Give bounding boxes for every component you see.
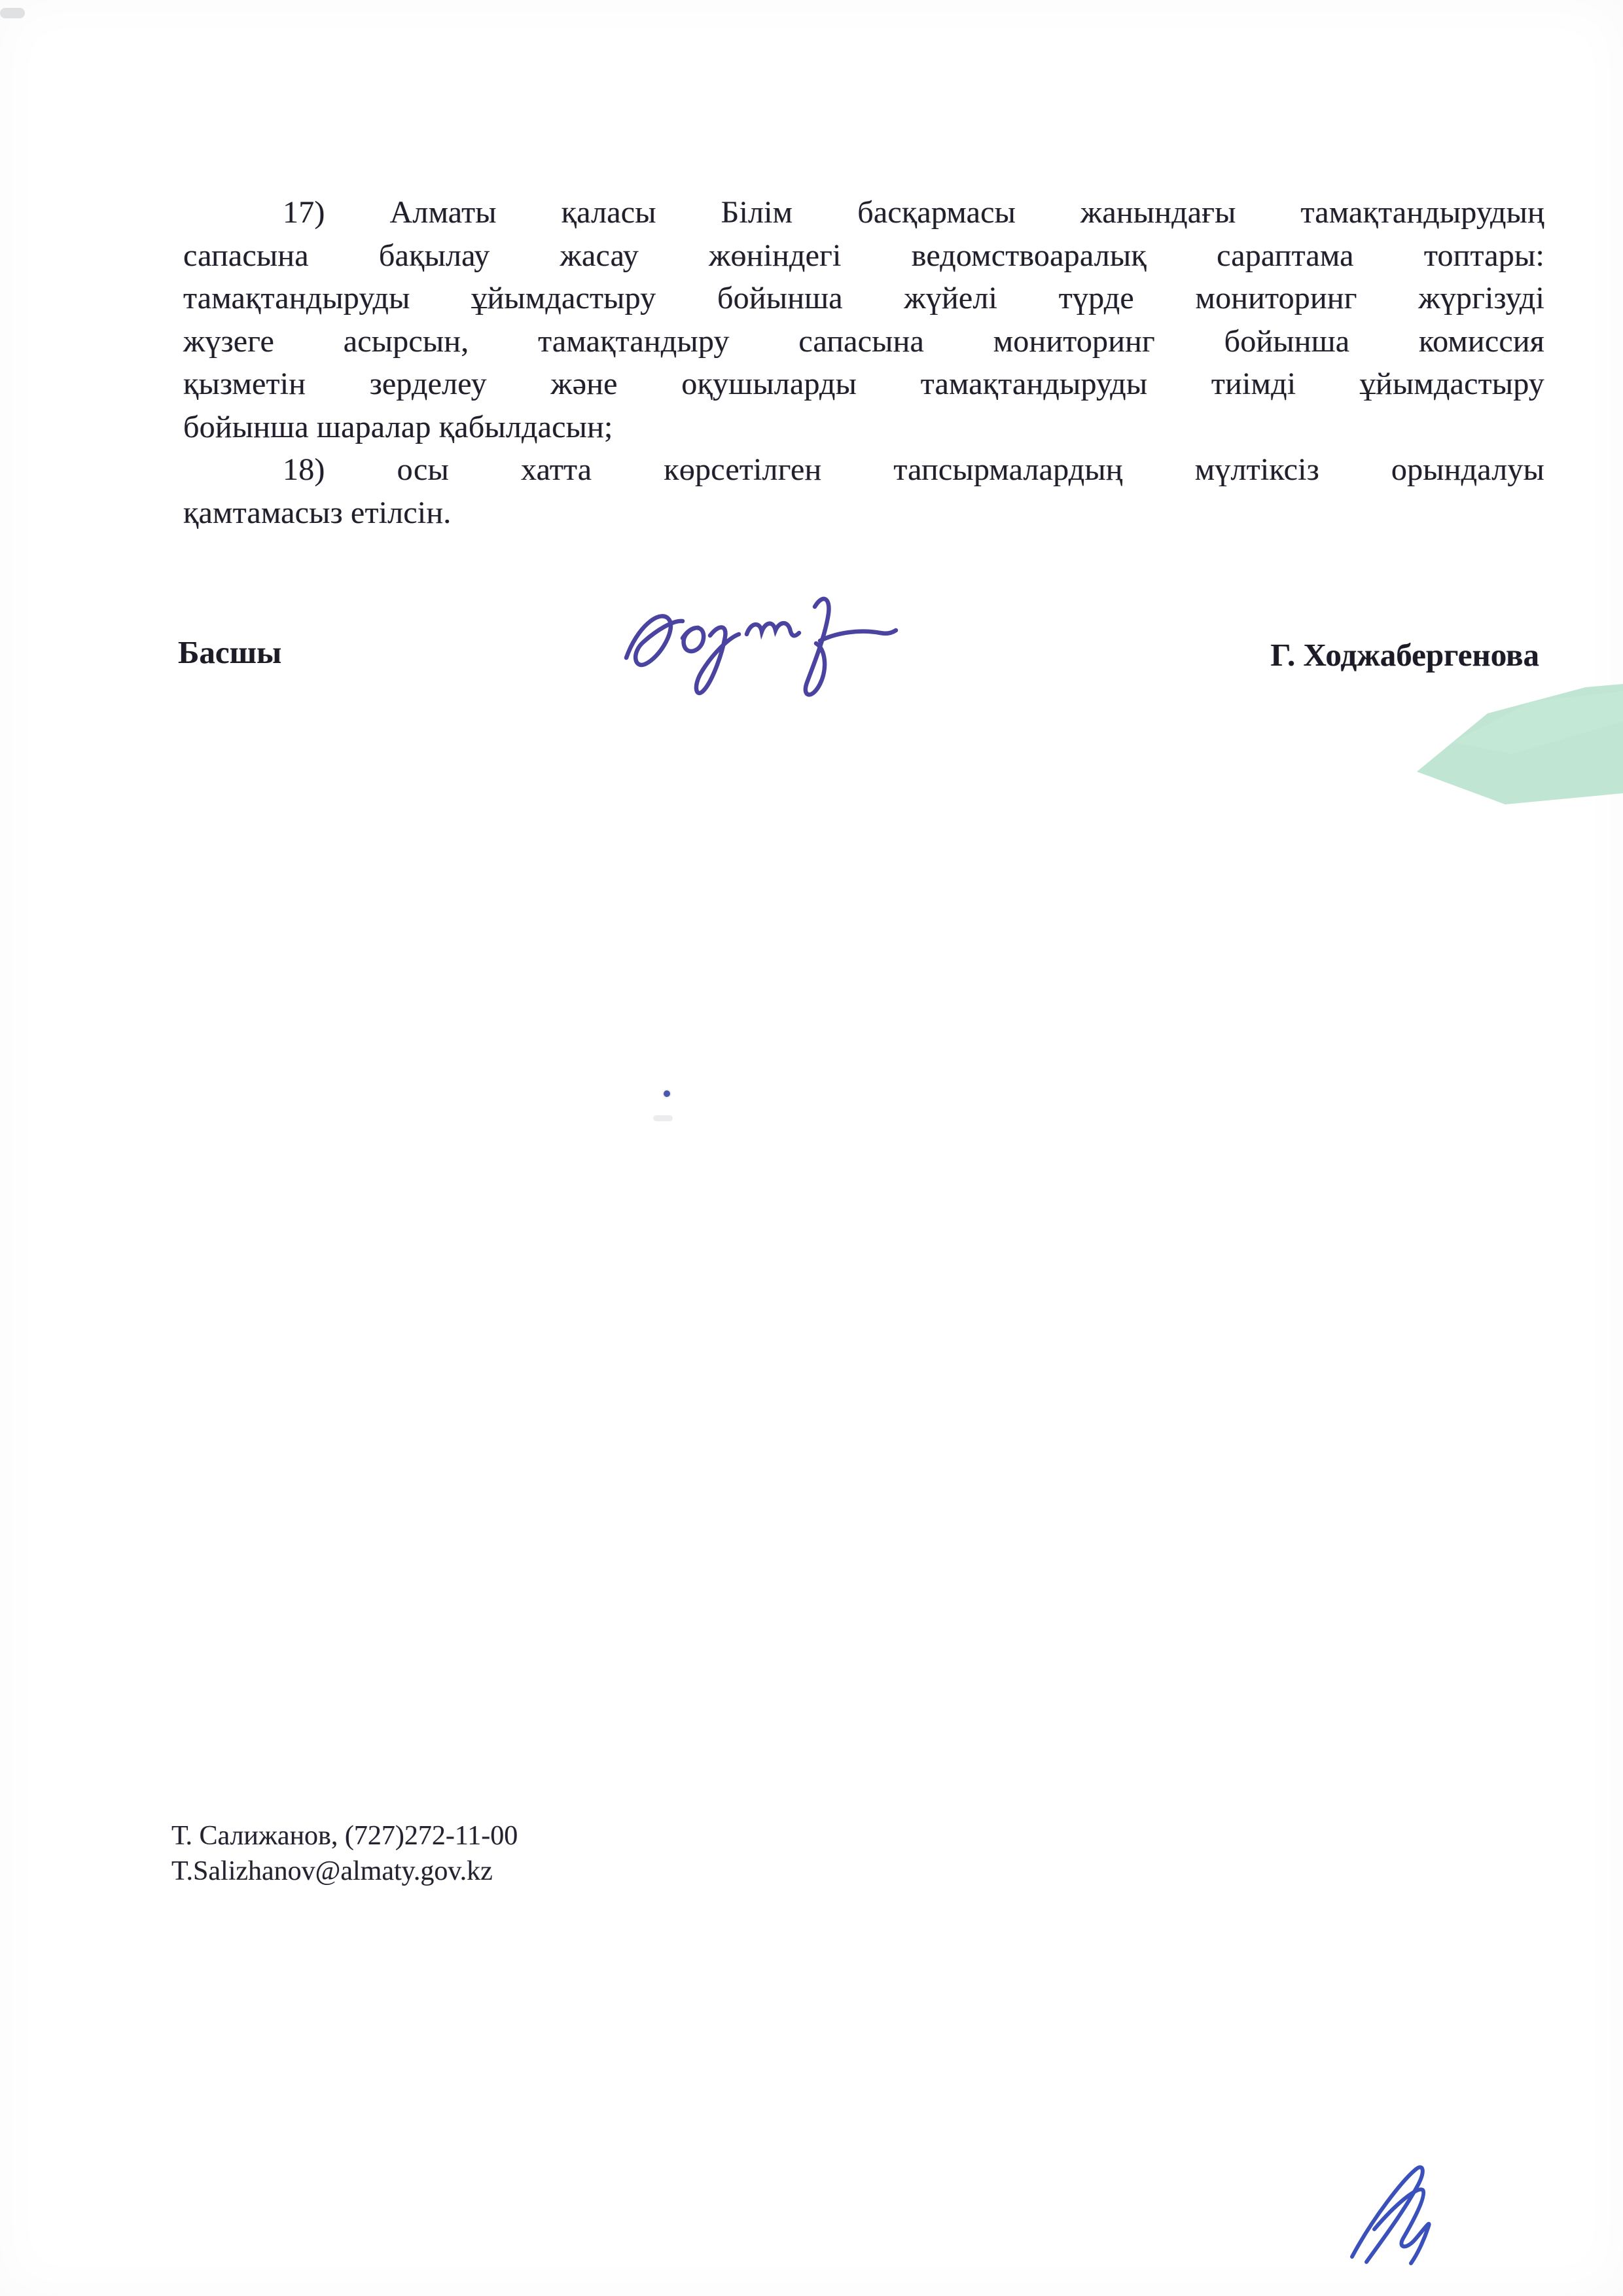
signer-role-label: Басшы [178,634,282,670]
footer-contact [171,1818,518,1889]
signer-name: Г. Ходжабергенова [1270,637,1539,673]
scan-artifact-ink-speck [664,1090,670,1097]
handwritten-initials-icon [1340,2152,1455,2273]
text-line: бойынша шаралар қабылдасын; [183,409,613,444]
text-line: 18) осы хатта көрсетілген тапсырмалардың мүлтіксіз орындалуы [283,452,1544,487]
contact-email-line: T.Salizhanov@almaty.gov.kz [171,1856,493,1886]
scan-artifact-corner-speck [0,8,25,18]
text-line: қамтамасыз етілсін. [183,495,452,530]
text-line: қызметін зерделеу және оқушыларды тамақтандыруды тиімді ұйымдастыру [183,367,1544,401]
green-flag-sticker [1414,682,1623,810]
text-line: тамақтандыруды ұйымдастыру бойынша жүйелі түрде мониторинг жүргізуді [183,281,1544,315]
contact-phone-line: Т. Салижанов, (727)272-11-00 [171,1821,518,1851]
text-line: сапасына бақылау жасау жөніндегі ведомствоаралық сараптама топтары: [183,238,1544,273]
handwritten-signature-icon [618,584,900,712]
scan-artifact-smudge [653,1115,673,1121]
text-line: 17) Алматы қаласы Білім басқармасы жанындағы тамақтандырудың [283,195,1544,230]
text-line: жүзеге асырсын, тамақтандыру сапасына мониторинг бойынша комиссия [183,323,1544,359]
body-text [183,191,1544,534]
